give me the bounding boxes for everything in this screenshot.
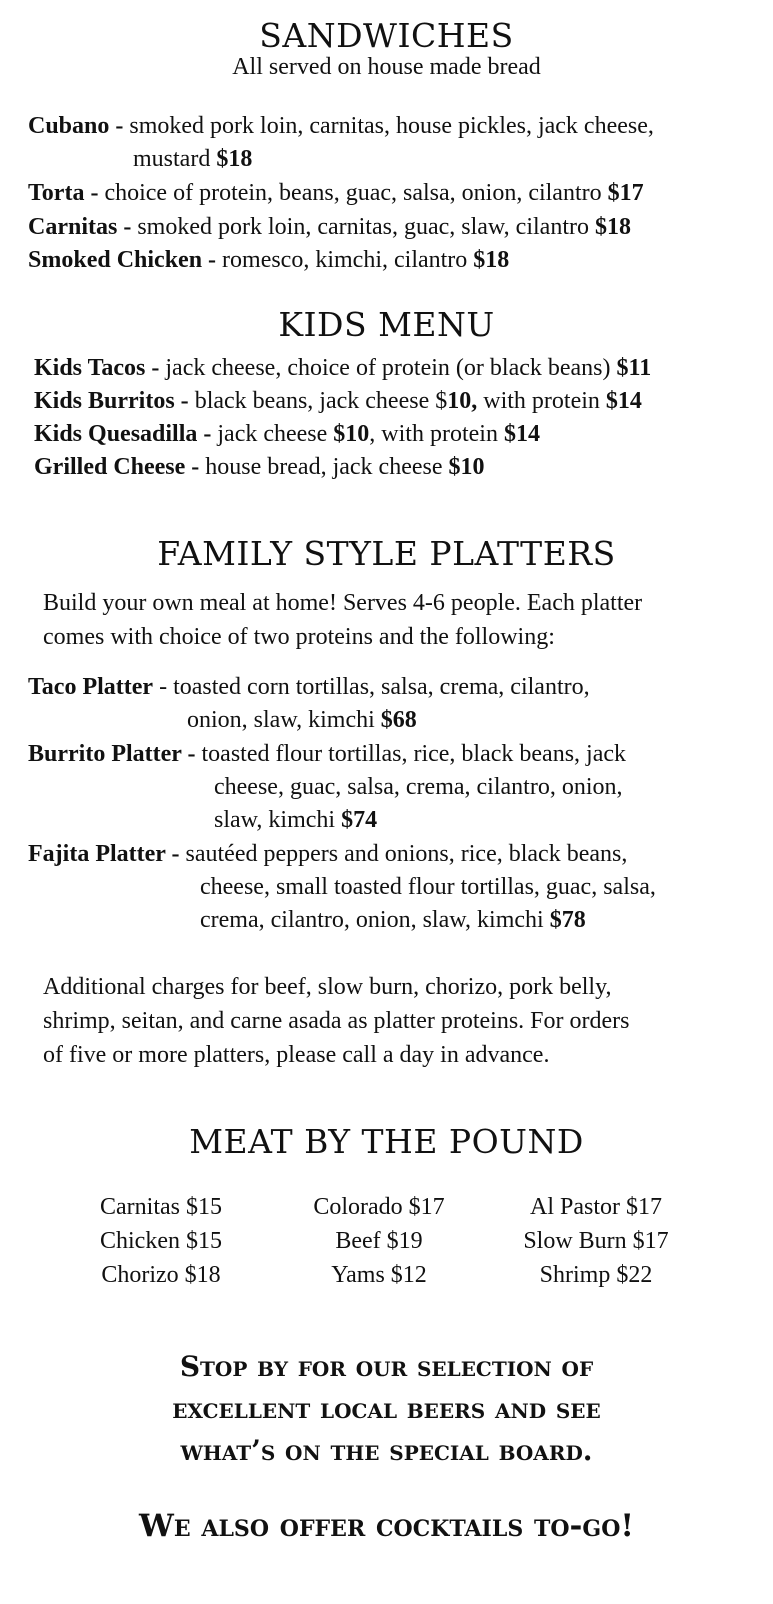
item-price: $14 [605, 388, 642, 414]
menu-item-burrito-platter-cont2 [214, 807, 377, 834]
menu-item-fajita-platter-cont [200, 874, 656, 901]
item-name: Smoked Chicken - [28, 247, 217, 273]
meat-item: Carnitas $15 [100, 1194, 222, 1220]
note-line: shrimp, seitan, and carne asada as platter proteins. For orders [43, 1008, 630, 1034]
item-desc: toasted flour tortillas, rice, black beans, jack [201, 741, 627, 767]
meat-item: Shrimp $22 [539, 1262, 653, 1288]
item-desc: choice of protein, beans, guac, salsa, onion, cilantro [104, 180, 602, 206]
menu-item-cubano [28, 113, 654, 140]
item-desc: sautéed peppers and onions, rice, black beans, [185, 841, 628, 867]
note-line: Additional charges for beef, slow burn, chorizo, pork belly, [43, 974, 612, 1000]
meat-item: Beef $19 [335, 1228, 423, 1254]
menu-item-taco-platter [28, 674, 590, 701]
item-desc: jack cheese [217, 421, 328, 447]
menu-item-burrito-platter [28, 741, 626, 768]
item-price: $10 [333, 421, 370, 447]
item-name: Kids Tacos - [34, 355, 160, 381]
item-desc: , with protein [369, 421, 498, 447]
item-desc: black beans, jack cheese $ [194, 388, 448, 414]
meat-item: Yams $12 [331, 1262, 427, 1288]
meat-column [36, 1190, 286, 1292]
menu-item-fajita-platter [28, 841, 627, 868]
meat-item: Al Pastor $17 [530, 1194, 662, 1220]
item-price: $10 [448, 454, 485, 480]
meat-item: Chorizo $18 [101, 1262, 221, 1288]
item-price: 10, [447, 388, 478, 414]
item-price: $11 [616, 355, 652, 381]
menu-item-carnitas [28, 214, 631, 241]
meat-item: Chicken $15 [100, 1228, 222, 1254]
item-sep: - [153, 674, 174, 700]
item-desc: house bread, jack cheese [205, 454, 443, 480]
item-price: $18 [473, 247, 510, 273]
footer-line: excellent local beers and see [172, 1392, 601, 1425]
item-price: $18 [216, 146, 253, 172]
item-desc: jack cheese, choice of protein (or black beans) [165, 355, 611, 381]
kids-heading: KIDS MENU [278, 305, 495, 344]
item-price: $17 [607, 180, 644, 206]
menu-item-kids-tacos [34, 355, 651, 382]
platters-intro [43, 586, 743, 654]
menu-item-burrito-platter-cont [214, 774, 623, 801]
item-name: Carnitas - [28, 214, 132, 240]
meat-item: Colorado $17 [313, 1194, 445, 1220]
item-name: Cubano - [28, 113, 124, 139]
footer-line: Stop by for our selection of [179, 1350, 594, 1383]
menu-item-smoked-chicken [28, 247, 509, 274]
note-line: of five or more platters, please call a day in advance. [43, 1042, 550, 1068]
platters-heading: FAMILY STYLE PLATTERS [157, 534, 616, 573]
item-price: $78 [549, 907, 586, 933]
item-desc: slaw, kimchi [214, 807, 336, 833]
item-price: $14 [503, 421, 540, 447]
item-name: Grilled Cheese - [34, 454, 200, 480]
footer-cocktails: We also offer cocktails to-go! [139, 1508, 634, 1544]
sandwiches-heading: SANDWICHES [259, 16, 514, 55]
item-desc: toasted corn tortillas, salsa, crema, cilantro, [173, 674, 590, 700]
item-price: $18 [594, 214, 631, 240]
footer-promo [0, 1346, 773, 1472]
intro-line: comes with choice of two proteins and the following: [43, 624, 555, 650]
item-desc: smoked pork loin, carnitas, house pickles, jack cheese, [129, 113, 654, 139]
menu-item-torta [28, 180, 644, 207]
footer-line: what’s on the special board. [180, 1434, 593, 1467]
item-name: Kids Burritos - [34, 388, 189, 414]
menu-item-grilled-cheese [34, 454, 485, 481]
item-price: $74 [341, 807, 378, 833]
item-name: Burrito Platter - [28, 741, 196, 767]
item-name: Taco Platter [28, 674, 154, 700]
item-name: Fajita Platter - [28, 841, 180, 867]
meat-column [471, 1190, 721, 1292]
item-price: $68 [380, 707, 417, 733]
menu-item-kids-quesadilla [34, 421, 540, 448]
item-desc: cheese, small toasted flour tortillas, guac, salsa, [200, 874, 656, 900]
sandwiches-subtitle: All served on house made bread [232, 54, 541, 80]
meat-column [254, 1190, 504, 1292]
item-desc: crema, cilantro, onion, slaw, kimchi [200, 907, 544, 933]
item-desc: onion, slaw, kimchi [187, 707, 375, 733]
meat-item: Slow Burn $17 [523, 1228, 669, 1254]
item-name: Torta - [28, 180, 99, 206]
menu-item-kids-burritos [34, 388, 642, 415]
item-desc: with protein [483, 388, 600, 414]
menu-item-fajita-platter-cont2 [200, 907, 586, 934]
item-desc: smoked pork loin, carnitas, guac, slaw, cilantro [137, 214, 589, 240]
menu-item-cubano-cont [133, 146, 252, 173]
item-name: Kids Quesadilla - [34, 421, 212, 447]
item-desc: mustard [133, 146, 211, 172]
menu-item-taco-platter-cont [187, 707, 417, 734]
meat-heading: MEAT BY THE POUND [189, 1122, 584, 1161]
item-desc: romesco, kimchi, cilantro [222, 247, 468, 273]
intro-line: Build your own meal at home! Serves 4-6 people. Each platter [43, 590, 643, 616]
platters-note [43, 970, 743, 1072]
item-desc: cheese, guac, salsa, crema, cilantro, onion, [214, 774, 623, 800]
